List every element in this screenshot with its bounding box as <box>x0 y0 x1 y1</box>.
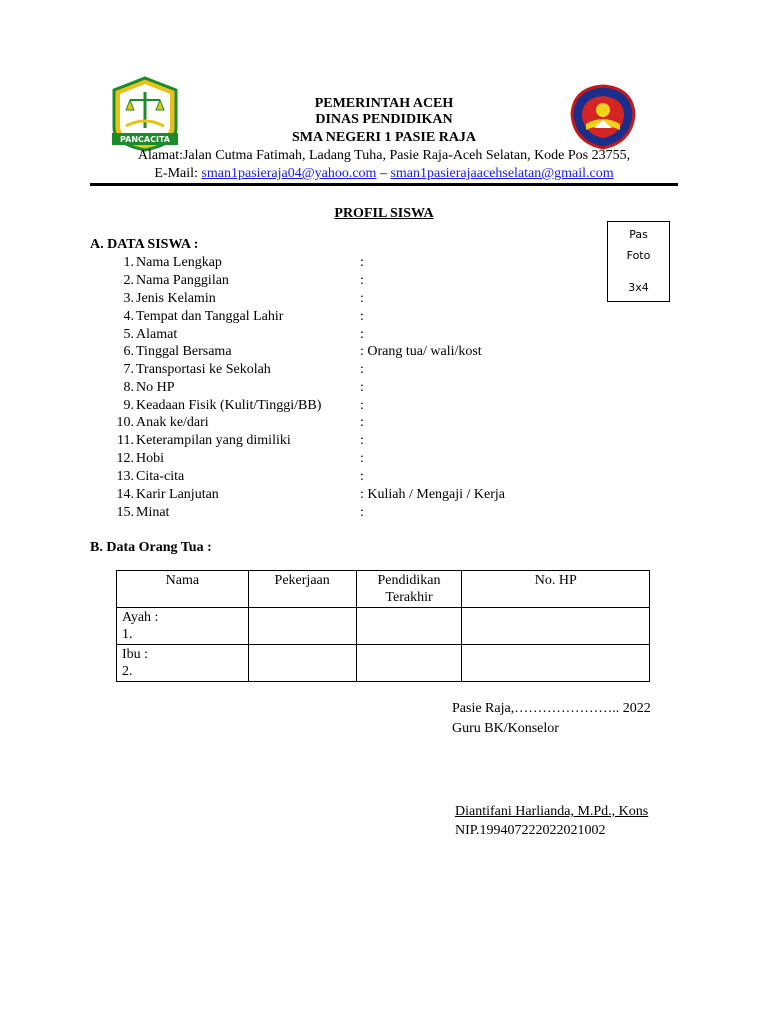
item-value: : <box>360 451 364 466</box>
item-label: Tinggal Bersama <box>136 344 232 359</box>
signature-place-date: Pasie Raja,………………….. 2022 <box>452 701 651 716</box>
item-value: : <box>360 309 364 324</box>
item-value: : <box>360 398 364 413</box>
item-number: 11. <box>117 433 134 448</box>
cell-pekerjaan-ayah[interactable] <box>248 608 356 645</box>
header-address: Alamat:Jalan Cutma Fatimah, Ladang Tuha, Pasie Raja-Aceh Selatan, Kode Pos 23755, <box>137 148 631 163</box>
item-label: Nama Panggilan <box>136 273 229 288</box>
cell-no-hp-ayah[interactable] <box>462 608 650 645</box>
item-value: : <box>360 362 364 377</box>
email-link-yahoo[interactable]: sman1pasieraja04@yahoo.com <box>201 166 377 181</box>
parent-data-table <box>116 570 650 682</box>
item-number: 12. <box>116 451 134 466</box>
item-value: : <box>360 433 364 448</box>
item-label: Hobi <box>136 451 164 466</box>
item-number: 15. <box>116 505 134 520</box>
item-number: 14. <box>116 487 134 502</box>
section-b-heading: B. Data Orang Tua : <box>90 540 212 555</box>
item-label: Alamat <box>136 327 178 342</box>
item-number: 4. <box>123 309 134 324</box>
item-number: 5. <box>123 327 134 342</box>
item-value: : <box>360 469 364 484</box>
cell-pekerjaan-ibu[interactable] <box>248 645 356 682</box>
item-value: : <box>360 380 364 395</box>
row-label: Ibu : <box>122 647 149 662</box>
item-value: : <box>360 415 364 430</box>
item-number: 1. <box>123 255 134 270</box>
item-number: 3. <box>123 291 134 306</box>
photo-label-size: 3x4 <box>628 281 649 294</box>
page-title: PROFIL SISWA <box>334 206 434 221</box>
item-label: Keadaan Fisik (Kulit/Tinggi/BB) <box>136 398 322 413</box>
item-number: 7. <box>123 362 134 377</box>
header-school-name: SMA NEGERI 1 PASIE RAJA <box>291 130 477 145</box>
item-number: 2. <box>123 273 134 288</box>
row-number: 1. <box>122 627 133 642</box>
cell-nama-ayah[interactable] <box>117 608 249 645</box>
item-number: 13. <box>116 469 134 484</box>
item-label: Anak ke/dari <box>136 415 209 430</box>
item-value: : Orang tua/ wali/kost <box>360 344 482 359</box>
signature-nip: NIP.199407222022021002 <box>455 823 606 838</box>
item-value: : <box>360 505 364 520</box>
item-number: 9. <box>123 398 134 413</box>
signature-role: Guru BK/Konselor <box>452 721 559 736</box>
item-number: 8. <box>123 380 134 395</box>
item-label: Minat <box>136 505 170 520</box>
column-header-nama: Nama <box>117 571 249 608</box>
row-number: 2. <box>122 664 133 679</box>
header-department: DINAS PENDIDIKAN <box>315 112 453 127</box>
signature-name: Diantifani Harlianda, M.Pd., Kons <box>455 804 649 819</box>
item-label: Karir Lanjutan <box>136 487 219 502</box>
letterhead-divider <box>90 183 678 186</box>
item-label: Cita-cita <box>136 469 185 484</box>
photo-label-foto: Foto <box>626 249 651 262</box>
logo-banner-text: PANCACITA <box>120 135 170 144</box>
item-value: : <box>360 255 364 270</box>
item-label: No HP <box>136 380 175 395</box>
item-label: Tempat dan Tanggal Lahir <box>136 309 284 324</box>
cell-pendidikan-ibu[interactable] <box>356 645 462 682</box>
cell-pendidikan-ayah[interactable] <box>356 608 462 645</box>
email-link-gmail[interactable]: sman1pasierajaacehselatan@gmail.com <box>390 166 614 181</box>
header-government: PEMERINTAH ACEH <box>314 96 454 111</box>
item-value: : Kuliah / Mengaji / Kerja <box>360 487 506 502</box>
header-email-line <box>0 165 768 183</box>
row-label: Ayah : <box>122 610 159 625</box>
item-value: : <box>360 327 364 342</box>
photo-label-pas: Pas <box>629 228 648 241</box>
item-value: : <box>360 273 364 288</box>
item-label: Keterampilan yang dimiliki <box>136 433 291 448</box>
item-label: Jenis Kelamin <box>136 291 216 306</box>
email-label: E-Mail: <box>154 166 198 181</box>
item-label: Transportasi ke Sekolah <box>136 362 271 377</box>
column-header-pendidikan: Pendidikan Terakhir <box>356 571 462 608</box>
column-header-no-hp: No. HP <box>462 571 650 608</box>
item-number: 10. <box>116 415 134 430</box>
email-separator: – <box>379 166 387 181</box>
item-value: : <box>360 291 364 306</box>
column-header-pekerjaan: Pekerjaan <box>248 571 356 608</box>
item-label: Nama Lengkap <box>136 255 222 270</box>
cell-nama-ibu[interactable] <box>117 645 249 682</box>
table-header-row <box>117 571 650 608</box>
table-row <box>117 608 650 645</box>
photo-placeholder-box <box>607 221 670 302</box>
item-number: 6. <box>123 344 134 359</box>
section-a-heading: A. DATA SISWA : <box>90 237 199 252</box>
table-row <box>117 645 650 682</box>
cell-no-hp-ibu[interactable] <box>462 645 650 682</box>
